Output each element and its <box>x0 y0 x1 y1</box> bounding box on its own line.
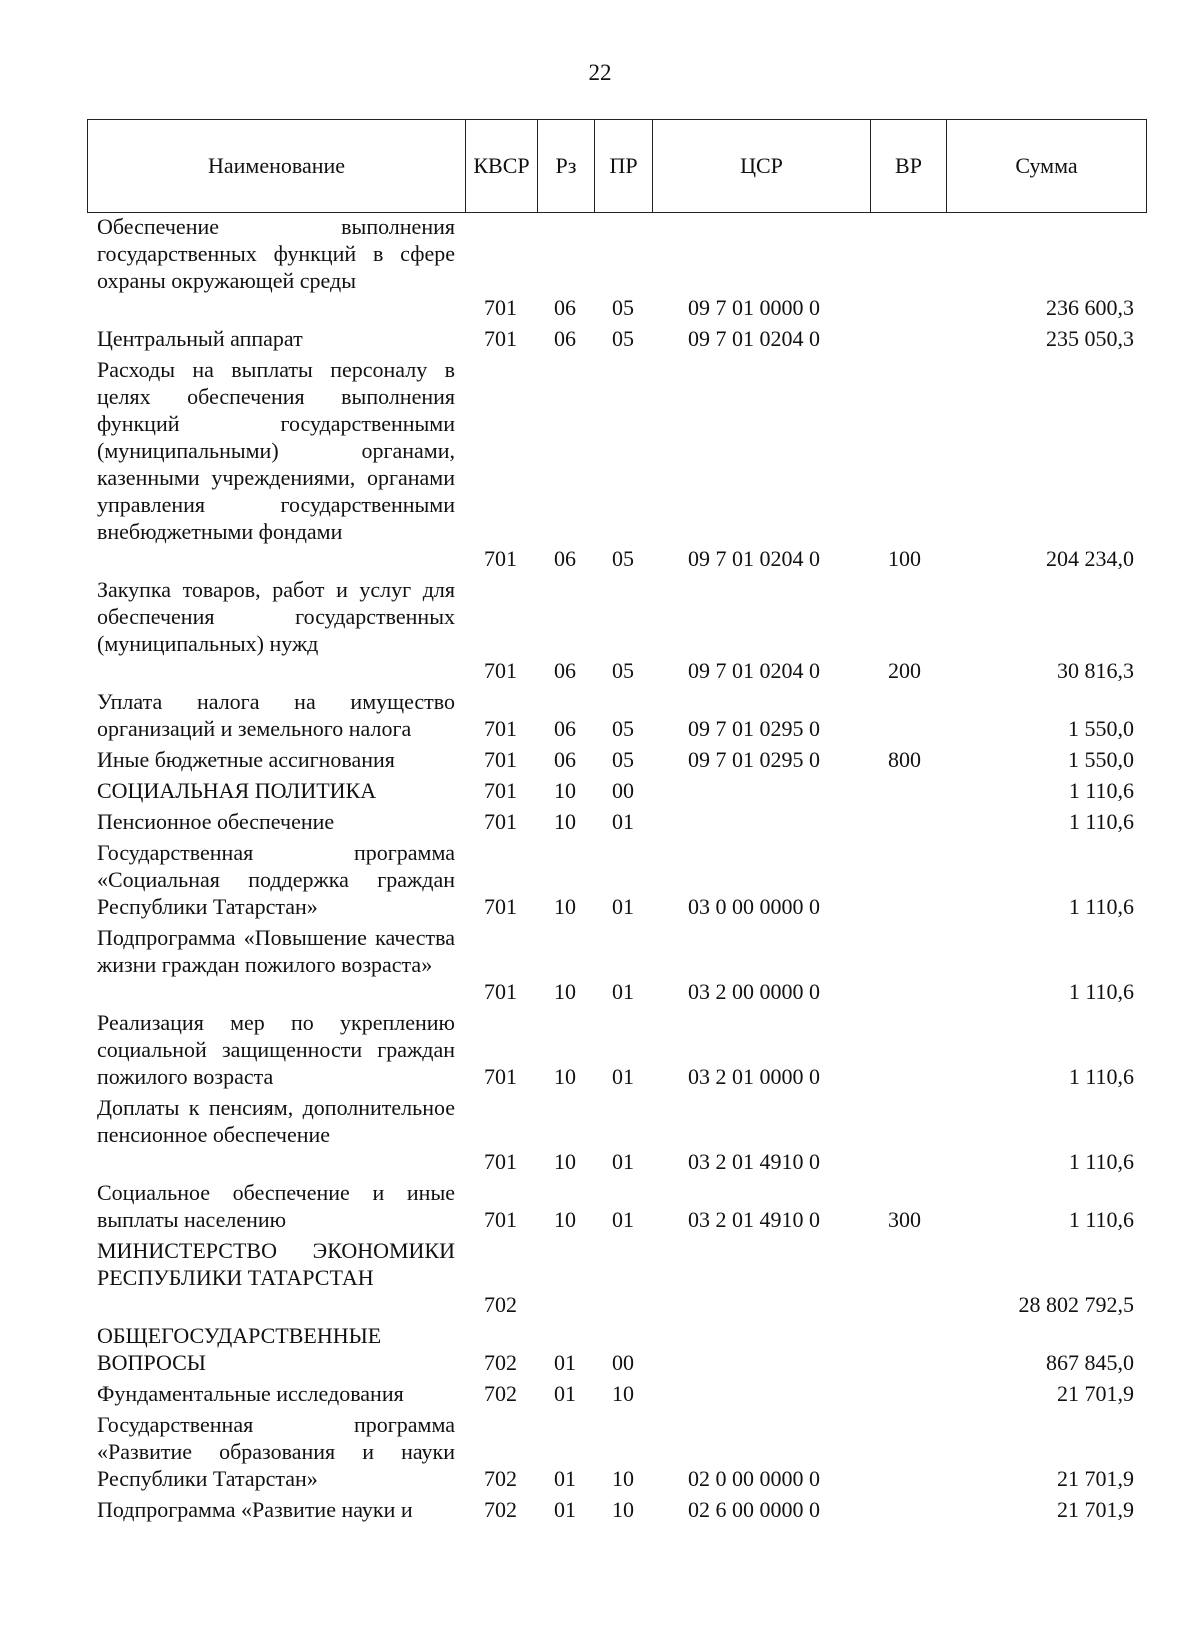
row-name: СОЦИАЛЬНАЯ ПОЛИТИКА <box>97 778 377 803</box>
row-csr: 03 0 00 0000 0 <box>688 894 820 919</box>
row-sum: 1 110,6 <box>1068 1064 1134 1089</box>
row-kvsr: 701 <box>484 809 517 834</box>
row-pr: 05 <box>612 326 634 351</box>
row-pr: 05 <box>612 546 634 571</box>
row-rz: 06 <box>554 716 576 741</box>
row-pr: 01 <box>612 809 634 834</box>
page-number: 22 <box>588 60 612 85</box>
row-name: ОБЩЕГОСУДАРСТВЕННЫЕ ВОПРОСЫ <box>97 1323 382 1375</box>
header-csr: ЦСР <box>653 120 871 212</box>
table-row <box>0 1009 1200 1090</box>
header-rz: Рз <box>538 120 595 212</box>
row-name: Социальное обеспечение и иные выплаты населению <box>97 1180 455 1232</box>
row-name: Расходы на выплаты персоналу в целях обеспечения выполнения функций государственными (муниципальными) органами, казенными учреждениями, органами управления государственными внебюджетными фондами <box>97 357 455 544</box>
row-kvsr: 702 <box>484 1350 517 1375</box>
row-kvsr: 701 <box>484 1064 517 1089</box>
row-rz: 01 <box>554 1497 576 1522</box>
row-pr: 01 <box>612 894 634 919</box>
row-pr: 10 <box>612 1381 634 1406</box>
row-csr: 02 0 00 0000 0 <box>688 1466 820 1491</box>
table-row <box>0 688 1200 742</box>
row-csr: 03 2 01 4910 0 <box>688 1207 820 1232</box>
row-csr: 09 7 01 0204 0 <box>688 658 820 683</box>
row-csr: 09 7 01 0295 0 <box>688 747 820 772</box>
table-row <box>0 213 1200 321</box>
row-name: Подпрограмма «Развитие науки и <box>97 1497 413 1522</box>
row-sum: 30 816,3 <box>1057 658 1134 683</box>
row-kvsr: 701 <box>484 979 517 1004</box>
table-row <box>0 1094 1200 1175</box>
table-row <box>0 1496 1200 1523</box>
row-name: Реализация мер по укреплению социальной защищенности граждан пожилого возраста <box>97 1010 455 1089</box>
table-row <box>0 1237 1200 1318</box>
row-sum: 1 550,0 <box>1068 716 1134 741</box>
row-vr: 300 <box>888 1207 921 1232</box>
row-vr: 100 <box>888 546 921 571</box>
row-pr: 05 <box>612 295 634 320</box>
row-kvsr: 701 <box>484 894 517 919</box>
row-kvsr: 701 <box>484 747 517 772</box>
row-name: Уплата налога на имущество организаций и земельного налога <box>97 689 455 741</box>
row-vr: 800 <box>888 747 921 772</box>
row-name: Фундаментальные исследования <box>97 1381 404 1406</box>
row-kvsr: 702 <box>484 1292 517 1317</box>
row-rz: 06 <box>554 295 576 320</box>
row-csr: 09 7 01 0000 0 <box>688 295 820 320</box>
row-rz: 01 <box>554 1381 576 1406</box>
row-kvsr: 702 <box>484 1497 517 1522</box>
row-name: Государственная программа «Развитие образования и науки Республики Татарстан» <box>97 1412 455 1491</box>
row-pr: 05 <box>612 716 634 741</box>
row-name: Обеспечение выполнения государственных функций в сфере охраны окружающей среды <box>97 214 455 293</box>
row-rz: 10 <box>554 979 576 1004</box>
row-csr: 03 2 01 0000 0 <box>688 1064 820 1089</box>
row-pr: 05 <box>612 658 634 683</box>
row-sum: 21 701,9 <box>1057 1466 1134 1491</box>
row-pr: 01 <box>612 1149 634 1174</box>
row-rz: 10 <box>554 1064 576 1089</box>
row-pr: 10 <box>612 1497 634 1522</box>
table-row <box>0 1322 1200 1376</box>
row-vr: 200 <box>888 658 921 683</box>
row-csr: 09 7 01 0295 0 <box>688 716 820 741</box>
header-vr: ВР <box>871 120 947 212</box>
row-pr: 05 <box>612 747 634 772</box>
row-pr: 01 <box>612 979 634 1004</box>
row-kvsr: 702 <box>484 1381 517 1406</box>
row-sum: 1 110,6 <box>1068 809 1134 834</box>
table-row <box>0 839 1200 920</box>
table-row <box>0 356 1200 572</box>
row-name: Пенсионное обеспечение <box>97 809 335 834</box>
table-header <box>87 119 1147 213</box>
row-kvsr: 701 <box>484 326 517 351</box>
row-sum: 1 110,6 <box>1068 979 1134 1004</box>
row-rz: 10 <box>554 1149 576 1174</box>
row-kvsr: 701 <box>484 546 517 571</box>
row-pr: 01 <box>612 1207 634 1232</box>
table-row <box>0 325 1200 352</box>
row-csr: 09 7 01 0204 0 <box>688 326 820 351</box>
table-row <box>0 777 1200 804</box>
row-csr: 03 2 00 0000 0 <box>688 979 820 1004</box>
row-rz: 01 <box>554 1466 576 1491</box>
row-sum: 21 701,9 <box>1057 1497 1134 1522</box>
row-kvsr: 701 <box>484 658 517 683</box>
row-csr: 02 6 00 0000 0 <box>688 1497 820 1522</box>
row-sum: 1 110,6 <box>1068 778 1134 803</box>
row-sum: 235 050,3 <box>1046 326 1134 351</box>
table-row <box>0 924 1200 1005</box>
row-sum: 28 802 792,5 <box>1018 1292 1134 1317</box>
row-sum: 1 550,0 <box>1068 747 1134 772</box>
row-sum: 867 845,0 <box>1046 1350 1134 1375</box>
row-name: Центральный аппарат <box>97 326 303 351</box>
row-kvsr: 701 <box>484 1207 517 1232</box>
row-pr: 00 <box>612 778 634 803</box>
table-row <box>0 576 1200 684</box>
table-row <box>0 1380 1200 1407</box>
row-sum: 1 110,6 <box>1068 1207 1134 1232</box>
header-name: Наименование <box>88 120 466 212</box>
table-body <box>0 213 1200 1523</box>
row-kvsr: 701 <box>484 295 517 320</box>
table-row <box>0 808 1200 835</box>
row-rz: 06 <box>554 326 576 351</box>
row-sum: 1 110,6 <box>1068 1149 1134 1174</box>
row-pr: 01 <box>612 1064 634 1089</box>
row-pr: 10 <box>612 1466 634 1491</box>
row-rz: 10 <box>554 778 576 803</box>
row-name: Закупка товаров, работ и услуг для обеспечения государственных (муниципальных) нужд <box>97 577 455 656</box>
row-rz: 06 <box>554 658 576 683</box>
table-row <box>0 1179 1200 1233</box>
row-kvsr: 701 <box>484 716 517 741</box>
row-name: МИНИСТЕРСТВО ЭКОНОМИКИ РЕСПУБЛИКИ ТАТАРСТАН <box>97 1238 455 1290</box>
table-row <box>0 1411 1200 1492</box>
row-sum: 21 701,9 <box>1057 1381 1134 1406</box>
header-pr: ПР <box>595 120 653 212</box>
row-kvsr: 702 <box>484 1466 517 1491</box>
table-row <box>0 746 1200 773</box>
row-kvsr: 701 <box>484 778 517 803</box>
row-rz: 06 <box>554 747 576 772</box>
row-name: Иные бюджетные ассигнования <box>97 747 395 772</box>
row-sum: 204 234,0 <box>1046 546 1134 571</box>
row-csr: 09 7 01 0204 0 <box>688 546 820 571</box>
row-sum: 1 110,6 <box>1068 894 1134 919</box>
row-kvsr: 701 <box>484 1149 517 1174</box>
row-sum: 236 600,3 <box>1046 295 1134 320</box>
header-sum: Сумма <box>1015 153 1078 178</box>
header-kvsr: КВСР <box>466 120 538 212</box>
row-rz: 10 <box>554 1207 576 1232</box>
row-name: Государственная программа «Социальная поддержка граждан Республики Татарстан» <box>97 840 455 919</box>
row-csr: 03 2 01 4910 0 <box>688 1149 820 1174</box>
row-rz: 10 <box>554 809 576 834</box>
row-name: Доплаты к пенсиям, дополнительное пенсионное обеспечение <box>97 1095 455 1147</box>
row-pr: 00 <box>612 1350 634 1375</box>
row-name: Подпрограмма «Повышение качества жизни граждан пожилого возраста» <box>97 925 455 977</box>
row-rz: 01 <box>554 1350 576 1375</box>
row-rz: 10 <box>554 894 576 919</box>
row-rz: 06 <box>554 546 576 571</box>
